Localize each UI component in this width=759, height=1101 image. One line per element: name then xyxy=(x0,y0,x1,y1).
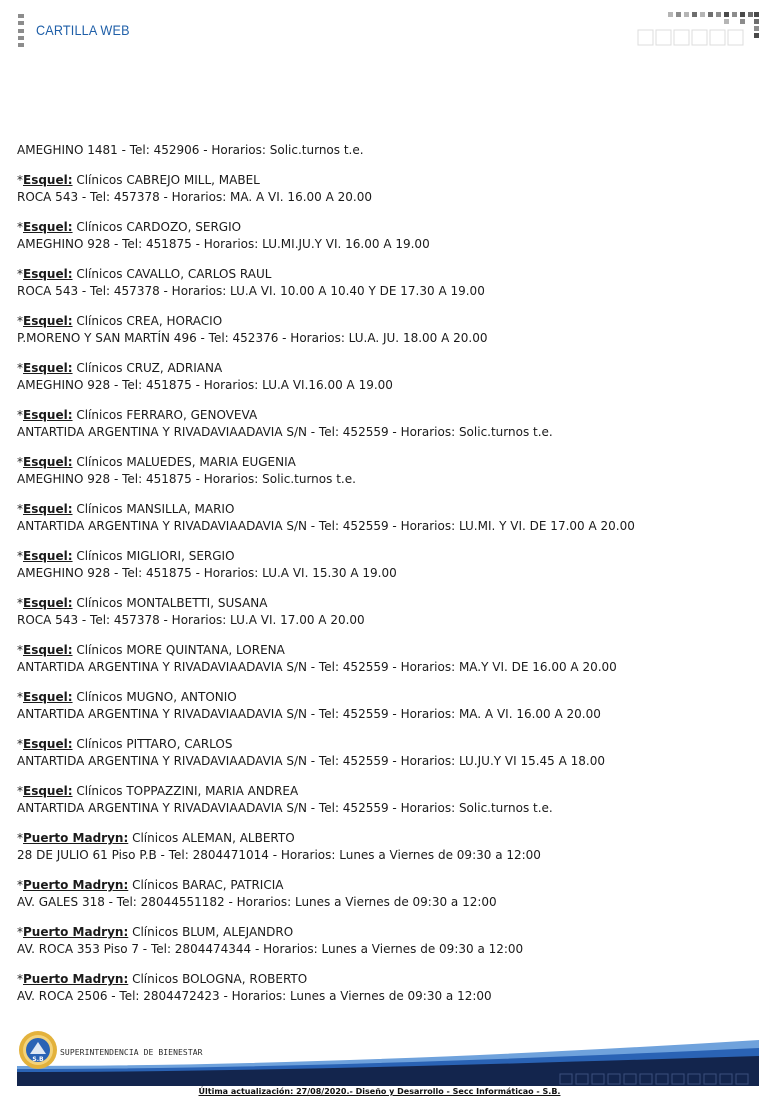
provider-name-line xyxy=(17,689,747,706)
provider-city: Esquel: xyxy=(23,314,73,328)
provider-name: Clínicos BARAC, PATRICIA xyxy=(128,878,284,892)
provider-city: Esquel: xyxy=(23,408,73,422)
provider-details: AMEGHINO 928 - Tel: 451875 - Horarios: Solic.turnos t.e. xyxy=(17,472,356,486)
provider-name: Clínicos CABREJO MILL, MABEL xyxy=(72,173,260,187)
provider-city: Esquel: xyxy=(23,596,73,610)
provider-name-line xyxy=(17,313,747,330)
provider-city: Puerto Madryn: xyxy=(23,831,129,845)
provider-details: ROCA 543 - Tel: 457378 - Horarios: LU.A VI. 10.00 A 10.40 Y DE 17.30 A 19.00 xyxy=(17,284,485,298)
provider-details: ANTARTIDA ARGENTINA Y RIVADAVIAADAVIA S/N - Tel: 452559 - Horarios: MA.Y VI. DE 16.00 A 20.00 xyxy=(17,660,617,674)
bullet-asterisk: * xyxy=(17,314,23,328)
provider-name: Clínicos CREA, HORACIO xyxy=(72,314,223,328)
bullet-asterisk: * xyxy=(17,220,23,234)
bullet-asterisk: * xyxy=(17,455,23,469)
provider-details: AMEGHINO 928 - Tel: 451875 - Horarios: LU.MI.JU.Y VI. 16.00 A 19.00 xyxy=(17,237,430,251)
provider-name: Clínicos CRUZ, ADRIANA xyxy=(72,361,223,375)
provider-details: 28 DE JULIO 61 Piso P.B - Tel: 2804471014 - Horarios: Lunes a Viernes de 09:30 a 12:00 xyxy=(17,848,541,862)
provider-entry xyxy=(17,501,747,548)
provider-city: Esquel: xyxy=(23,549,73,563)
provider-city: Esquel: xyxy=(23,361,73,375)
provider-name-line xyxy=(17,736,747,753)
provider-details: ANTARTIDA ARGENTINA Y RIVADAVIAADAVIA S/N - Tel: 452559 - Horarios: LU.JU.Y VI 15.45 A 18.00 xyxy=(17,754,606,768)
provider-name-line xyxy=(17,924,747,941)
provider-entry xyxy=(17,548,747,595)
provider-entry xyxy=(17,219,747,266)
provider-name-line xyxy=(17,172,747,189)
footer-update-note xyxy=(0,1087,759,1096)
superintendencia-logo xyxy=(18,1030,58,1070)
provider-details: AMEGHINO 928 - Tel: 451875 - Horarios: LU.A VI.16.00 A 19.00 xyxy=(17,378,393,392)
provider-name: Clínicos FERRARO, GENOVEVA xyxy=(72,408,258,422)
provider-entry xyxy=(17,877,747,924)
provider-name-line xyxy=(17,266,747,283)
provider-city: Esquel: xyxy=(23,643,73,657)
provider-details: AV. ROCA 2506 - Tel: 2804472423 - Horarios: Lunes a Viernes de 09:30 a 12:00 xyxy=(17,989,492,1003)
provider-entry xyxy=(17,407,747,454)
provider-entry xyxy=(17,642,747,689)
provider-entry xyxy=(17,266,747,313)
logo-text: S.B xyxy=(32,1056,44,1063)
provider-entry xyxy=(17,736,747,783)
page-title: CARTILLA WEB xyxy=(36,22,130,38)
bullet-asterisk: * xyxy=(17,267,23,281)
bullet-asterisk: * xyxy=(17,408,23,422)
bullet-asterisk: * xyxy=(17,502,23,516)
provider-details: AMEGHINO 928 - Tel: 451875 - Horarios: LU.A VI. 15.30 A 19.00 xyxy=(17,566,397,580)
provider-entry xyxy=(17,830,747,877)
provider-city: Esquel: xyxy=(23,220,73,234)
provider-city: Esquel: xyxy=(23,455,73,469)
bullet-asterisk: * xyxy=(17,173,23,187)
provider-name-line xyxy=(17,642,747,659)
provider-details: ANTARTIDA ARGENTINA Y RIVADAVIAADAVIA S/N - Tel: 452559 - Horarios: Solic.turnos t.e. xyxy=(17,425,553,439)
provider-city: Puerto Madryn: xyxy=(23,972,129,986)
provider-details: AV. GALES 318 - Tel: 28044551182 - Horarios: Lunes a Viernes de 09:30 a 12:00 xyxy=(17,895,497,909)
provider-city: Esquel: xyxy=(23,690,73,704)
provider-name-line xyxy=(17,877,747,894)
provider-entries xyxy=(17,172,747,1018)
provider-details: ANTARTIDA ARGENTINA Y RIVADAVIAADAVIA S/N - Tel: 452559 - Horarios: Solic.turnos t.e. xyxy=(17,801,553,815)
provider-entry xyxy=(17,595,747,642)
bullet-asterisk: * xyxy=(17,972,23,986)
provider-name-line xyxy=(17,548,747,565)
provider-entry xyxy=(17,924,747,971)
provider-name: Clínicos BOLOGNA, ROBERTO xyxy=(128,972,308,986)
provider-entry xyxy=(17,360,747,407)
provider-details: ROCA 543 - Tel: 457378 - Horarios: MA. A VI. 16.00 A 20.00 xyxy=(17,190,372,204)
bullet-asterisk: * xyxy=(17,643,23,657)
provider-name-line xyxy=(17,830,747,847)
provider-listing xyxy=(17,142,747,1003)
provider-name-line xyxy=(17,783,747,800)
provider-city: Esquel: xyxy=(23,784,73,798)
provider-name: Clínicos MIGLIORI, SERGIO xyxy=(72,549,235,563)
provider-name: Clínicos MANSILLA, MARIO xyxy=(72,502,235,516)
provider-name: Clínicos MONTALBETTI, SUSANA xyxy=(72,596,268,610)
provider-name-line xyxy=(17,595,747,612)
bullet-asterisk: * xyxy=(17,549,23,563)
provider-name: Clínicos BLUM, ALEJANDRO xyxy=(128,925,294,939)
provider-city: Puerto Madryn: xyxy=(23,878,129,892)
bullet-asterisk: * xyxy=(17,878,23,892)
provider-entry xyxy=(17,454,747,501)
footer-org-name: SUPERINTENDENCIA DE BIENESTAR xyxy=(60,1048,203,1057)
provider-details: AV. ROCA 353 Piso 7 - Tel: 2804474344 - Horarios: Lunes a Viernes de 09:30 a 12:00 xyxy=(17,942,524,956)
provider-name: Clínicos MORE QUINTANA, LORENA xyxy=(72,643,285,657)
provider-name: Clínicos CARDOZO, SERGIO xyxy=(72,220,242,234)
provider-city: Puerto Madryn: xyxy=(23,925,129,939)
bullet-asterisk: * xyxy=(17,925,23,939)
provider-entry xyxy=(17,783,747,830)
provider-name-line xyxy=(17,219,747,236)
provider-details: P.MORENO Y SAN MARTÍN 496 - Tel: 452376 - Horarios: LU.A. JU. 18.00 A 20.00 xyxy=(17,331,488,345)
provider-city: Esquel: xyxy=(23,173,73,187)
provider-details: ROCA 543 - Tel: 457378 - Horarios: LU.A VI. 17.00 A 20.00 xyxy=(17,613,365,627)
provider-name-line xyxy=(17,407,747,424)
provider-city: Esquel: xyxy=(23,267,73,281)
provider-name: Clínicos MALUEDES, MARIA EUGENIA xyxy=(72,455,296,469)
bullet-asterisk: * xyxy=(17,690,23,704)
page-header xyxy=(0,0,759,60)
provider-name: Clínicos MUGNO, ANTONIO xyxy=(72,690,237,704)
bullet-asterisk: * xyxy=(17,596,23,610)
bullet-asterisk: * xyxy=(17,737,23,751)
provider-name-line xyxy=(17,971,747,988)
bullet-asterisk: * xyxy=(17,831,23,845)
provider-entry xyxy=(17,689,747,736)
provider-city: Esquel: xyxy=(23,502,73,516)
provider-name-line xyxy=(17,360,747,377)
bullet-asterisk: * xyxy=(17,784,23,798)
provider-city: Esquel: xyxy=(23,737,73,751)
provider-name-line xyxy=(17,454,747,471)
provider-name: Clínicos CAVALLO, CARLOS RAUL xyxy=(72,267,272,281)
provider-name: Clínicos ALEMAN, ALBERTO xyxy=(128,831,295,845)
update-note-text: Última actualización: 27/08/2020.- Diseño y Desarrollo - Secc Informáticao - S.B. xyxy=(198,1087,561,1096)
header-bars-icon xyxy=(18,14,24,47)
provider-name: Clínicos TOPPAZZINI, MARIA ANDREA xyxy=(72,784,299,798)
provider-name-line xyxy=(17,501,747,518)
continued-entry-line: AMEGHINO 1481 - Tel: 452906 - Horarios: Solic.turnos t.e. xyxy=(17,143,364,157)
header-grid-icon xyxy=(636,10,759,48)
provider-entry xyxy=(17,313,747,360)
provider-details: ANTARTIDA ARGENTINA Y RIVADAVIAADAVIA S/N - Tel: 452559 - Horarios: LU.MI. Y VI. DE 17.00 A 20.00 xyxy=(17,519,635,533)
bullet-asterisk: * xyxy=(17,361,23,375)
provider-details: ANTARTIDA ARGENTINA Y RIVADAVIAADAVIA S/N - Tel: 452559 - Horarios: MA. A VI. 16.00 A 20.00 xyxy=(17,707,601,721)
provider-name: Clínicos PITTARO, CARLOS xyxy=(72,737,233,751)
provider-entry xyxy=(17,971,747,1018)
footer-wave-graphic xyxy=(0,1026,759,1088)
provider-entry xyxy=(17,172,747,219)
